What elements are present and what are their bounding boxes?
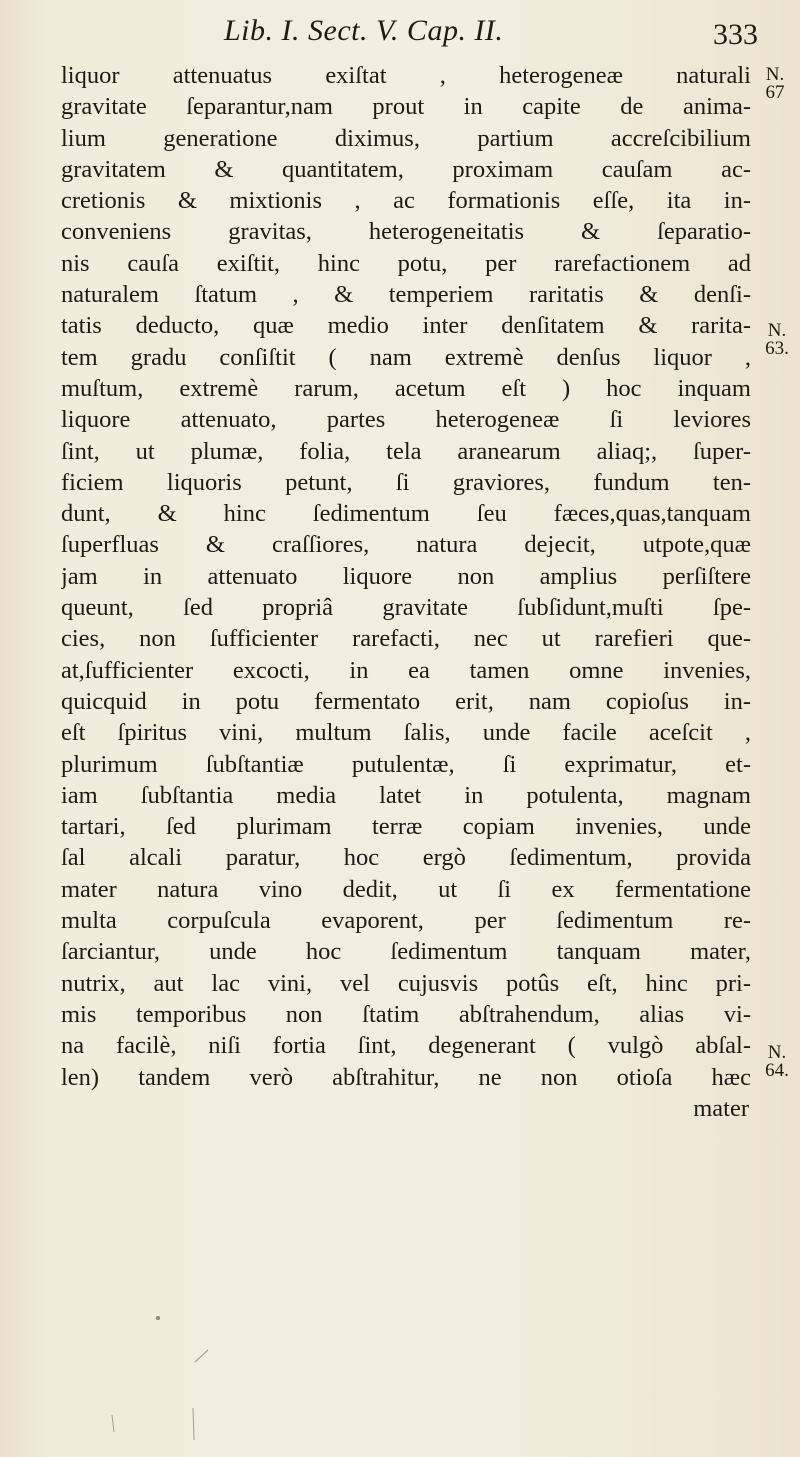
text-line: mater	[693, 1094, 749, 1122]
text-line: nis cauſa exiſtit, hinc potu, per rarefactionem ad	[61, 249, 751, 277]
pencil-mark	[112, 1415, 114, 1432]
text-line: nutrix, aut lac vini, vel cujusvis potûs eſt, hinc pri-	[61, 969, 751, 997]
pencil-mark	[195, 1350, 208, 1362]
margin-note-label: N.	[765, 64, 785, 85]
margin-note-number: 63.	[765, 338, 789, 359]
text-line: conveniens gravitas, heterogeneitatis & ſeparatio-	[61, 218, 751, 246]
text-line: cretionis & mixtionis , ac formationis eſſe, ita in-	[61, 187, 751, 215]
text-line: ſint, ut plumæ, folia, tela aranearum aliaq;, ſuper-	[61, 437, 751, 465]
text-line: jam in attenuato liquore non amplius perſiſtere	[61, 562, 751, 590]
ink-speck	[156, 1316, 160, 1320]
margin-note-label: N.	[767, 320, 787, 341]
text-line: len) tandem verò abſtrahitur, ne non otioſa hæc	[61, 1063, 751, 1091]
text-line: lium generatione diximus, partium accreſcibilium	[61, 124, 751, 152]
text-line: tatis deducto, quæ medio inter denſitatem & rarita-	[61, 312, 751, 340]
text-line: muſtum, extremè rarum, acetum eſt ) hoc inquam	[61, 374, 751, 402]
text-line: ſal alcali paratur, hoc ergò ſedimentum, provida	[61, 844, 751, 872]
text-line: naturalem ſtatum , & temperiem raritatis & denſi-	[61, 281, 751, 309]
text-line: mater natura vino dedit, ut ſi ex fermentatione	[61, 875, 751, 903]
margin-note-number: 64.	[765, 1060, 789, 1081]
text-line: liquor attenuatus exiſtat , heterogeneæ naturali	[61, 62, 751, 89]
text-line: at,ſufficienter excocti, in ea tamen omne invenies,	[61, 656, 751, 684]
text-line: mis temporibus non ſtatim abſtrahendum, alias vi-	[61, 1000, 751, 1028]
text-line: gravitate ſeparantur,nam prout in capite de anima-	[61, 93, 751, 121]
margin-note-number: 67	[765, 82, 785, 103]
text-line: ſuperfluas & craſſiores, natura dejecit, utpote,quæ	[61, 531, 751, 559]
page-number: 333	[713, 18, 758, 51]
margin-note-label: N.	[767, 1042, 787, 1063]
text-line: tem gradu conſiſtit ( nam extremè denſus liquor ,	[61, 343, 751, 371]
text-line: gravitatem & quantitatem, proximam cauſam ac-	[61, 155, 751, 183]
text-line: quicquid in potu fermentato erit, nam copioſus in-	[61, 687, 751, 715]
text-line: ficiem liquoris petunt, ſi graviores, fundum ten-	[61, 468, 751, 496]
text-line: tartari, ſed plurimam terræ copiam invenies, unde	[61, 813, 751, 841]
text-line: cies, non ſufficienter rarefacti, nec ut rarefieri que-	[61, 625, 751, 653]
text-line: plurimum ſubſtantiæ putulentæ, ſi exprimatur, et-	[61, 750, 751, 778]
text-line: eſt ſpiritus vini, multum ſalis, unde facile aceſcit ,	[61, 719, 751, 747]
text-line: ſarciantur, unde hoc ſedimentum tanquam mater,	[61, 938, 751, 966]
text-line: queunt, ſed propriâ gravitate ſubſidunt,muſti ſpe-	[61, 594, 751, 622]
text-line: na facilè, niſi fortia ſint, degenerant ( vulgò abſal-	[61, 1032, 751, 1060]
text-line: liquore attenuato, partes heterogeneæ ſi leviores	[61, 406, 751, 434]
pencil-mark	[193, 1408, 194, 1440]
text-line: iam ſubſtantia media latet in potulenta, magnam	[61, 781, 751, 809]
running-head: Lib. I. Sect. V. Cap. II.	[224, 14, 504, 47]
text-line: multa corpuſcula evaporent, per ſedimentum re-	[61, 907, 751, 935]
text-line: dunt, & hinc ſedimentum ſeu fæces,quas,tanquam	[61, 500, 751, 528]
